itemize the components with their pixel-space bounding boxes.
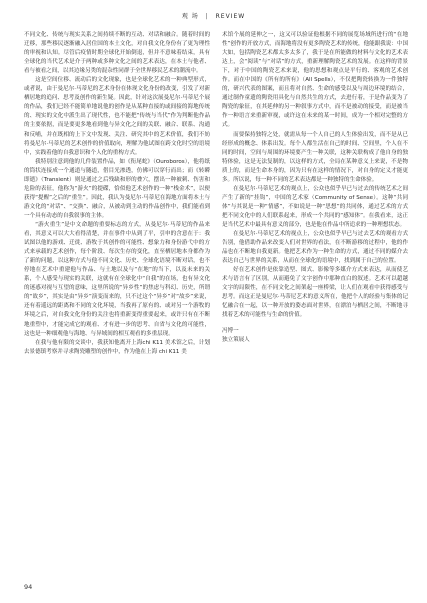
paragraph-6: 术馆个展的延伸之一，这又可以验证他根据不同的展览场域所进行的“在地性”创作的开放方式，而海地将没有更多陶瓷艺术的传统，他能跟我说：中国大如，包括陶瓷艺术都太多太多了，我于是在所能做的材料与文化的艺术表达上，会“阅读”与“对话”的方式，重新理解陶瓷艺术的发展。在这样的背景下，对于中国的陶瓷艺术来说，他的思想和观点是平行的、客观的艺术创作。而在中国的《所有的所有》（All Spells），不仅把陶瓷转换为一件独特的，研兴代表的图案，而且将对自然、生命的感受以及与周边环境的结合，通过制作童遗的陶瓷用具化与自然共生的方式，去进行着，于是作品变为了陶瓷的象征，在其延伸的另一种叙事方式中，而不是被动的接受，而是被当作一种语言来重新审视，或许这在未来的某一时间，成为一个相对完整的方式。 (222, 32, 408, 129)
header-label: REVIEW (215, 13, 246, 20)
header-separator: | (205, 13, 209, 20)
right-text-column (222, 31, 408, 346)
paragraph-1: 不同文化、传统与现实关系之间持续不断的互动、对话和融合。随着时间的迁移，那些移民逐渐融入居住国的本土文化，对自我文化身份有了更为理性的审视和认知。尽管后疫情时期全球化开始倒退，但并不意味着结束，具有全球化的当代艺术是介于两种或多种文化之间的艺术表达，在本土与他者、看与被看之间，以其边缘另类的混杂性同群于全世界移民艺术的潮流中。 (24, 32, 210, 75)
paragraph-10: 好在艺术创作是依靠造型、图式、影像等多媒介方式来表达，从而使艺术与语言有了区别，从而避免了文字创作中那种直白的叙述。艺术可以超越文字的局限性，在不同文化之间架起一座桥梁，让人们在观看中获得感受与思考。而这正是曼尼尔·马蒂尼艺术的意义所在，他把个人的经验与集体的记忆融合在一起，以一种开放的姿态面对世界，在漂泊与栖居之间，不断地寻找着艺术的可能性与生命的价值。 (222, 267, 408, 319)
header-section: 观 场 (181, 13, 199, 20)
author-name: 冯博一 (222, 327, 239, 334)
author-signature (222, 327, 408, 346)
paragraph-7: 而要保持独特之处，就需从每一个人自己的人生体验出发，而不是从已经形成的概念、体系出发。每个人都生活在自己的时间、空间里，个人在不同的时间，空间与周围的环境要产生一种关联，这种关联构成了他自身的独特体验，这是无法复制的，以这样的方式，全局在某种意义上来说，不是物质上的，而是生命本身的，因为只有在这样的情况下，对自身的定义才能更多。所以说，每一种不同的艺术表达都是一种独特的生命体验。 (222, 131, 408, 183)
author-title: 独立策展人 (222, 337, 250, 343)
paragraph-2: 这是空间位移、流动后的文化现象，也是全球化艺术的一种典型形式，或者说，由于曼尼尔·马蒂尼的艺术身份在体现文化身份的改变，引发了对新栖居地的追问、思考及创作的新生疑。因此，针对这次展曼尼尔·马蒂尼个展的作品，我们已经不能简单地说他的创作是从某种直接的或间接的海地传统的、现实的文化中派生出了现代性，也不能把“传统与当代”作为判断他作品的主要依据，而是要更多地看到他与异文化之间的关联、融合、联系、沟通和反哺，并在既相的上下文中发现、关注、研究其中的艺术价值，我们不妨将曼尼尔·马蒂尼的艺术创作的价值取向，理解为他试图在跨文化时空的语境中，实践着他的自我意识和个人化的重构方式。 (24, 77, 210, 156)
paragraph-4: “游火重生”是中文命题的重要标志的方式，从曼尼尔·马蒂尼的作品来看，其意义可以大大看得清楚，并在事件中从到了平，引申的含意在于：我试图以他的游戏、迁徙、游牧于其创作的可能性、想象力和身份游弋中的方式来承载的艺术创作，每个阶段、每次生存的变化，直至栖居地本身都作为了新的问题，以这种方式与他不同文化、历史、全球化语境不断对话，也不停地在艺术中重建他与作品、与土地以及与“在地”的当下，以及未来的关系，个人感受与现实的关联，这就有在全球化中“自我”的在场，也有异文化的迷惑对视与互望的意味，这里所说的“异乡性”的焦虑与科幻、历史，所谓的“故乡”，其实是由“异乡”演变而来的，只不过这个“异乡”对“故乡”来说，还有着遥远的距离和不同的文化坏境，当我再了原有的、或对另一个游牧的坏境之后，对自我文化身份的关注也将重新变得重要起来，或许只有在不断地重塑中，才能完成它的观看、才有进一步的思考、自省与文化的可能性，这也是一种细观他与海地、与异域间的相互观看的多重层现。 (24, 221, 210, 337)
paragraph-8: 在曼尼尔·马蒂尼艺术的观点上，公众也似乎早已与过去的传统艺术之间产生了新的“挂钩”，中国的艺术家（Community of Sense）。这种“共同体”与其说是一种“情感”，不如说是一种“思想”的共同体，通过艺术的方式把不同文化中的人们联系起来，形成一个共同的“感知体”。在我看来，这正是当代艺术中最具有意义的部分，也是他在作品中所追求的一种理想状态。 (222, 185, 408, 228)
running-header (0, 6, 427, 28)
paragraph-9: 在曼尼尔·马蒂尼艺术的视点上，公众也似乎早已与过去艺术的观看方式告别，他借助作品来改变人们对世界的看法，在不断游移的过程中，他的作品也在不断地自我更新。他把艺术作为一种生命的方式，通过不同的媒介去表达自己与世界的关系，从而在全球化的语境中，找到属于自己的位置。 (222, 231, 408, 265)
paragraph-3: 我特别注意到他的几件装置作品，如《衔尾蛇》（Ouroboros），他将纸的筒状连接成一个通道与隧道，借目光渗透，仿佛可以穿行而出；而《转瞬即逝》（Transient）则是通过之后残缺和形的叠穴，摆出一种被刺、伤害和危险的表征，他称为“游火”的提碟，恰似他艺术创作的一种“栈金术”，以便获得“提醒”之后的“重生”。因此，我认为曼尼尔·马蒂尼在海地方面将本土与游文化的“对话”、“交换”、融合，从被动到主动的作品创作中，我们能看到一个具有动态的自我叙事的主体。 (24, 158, 210, 219)
left-text-column (24, 31, 210, 357)
page-number: 94 (24, 583, 33, 591)
paragraph-5: 在我与他有限的交谈中，我获知他离开上海chi K11 美术馆之后，计划去景德镇考察并寻求陶瓷雕塑的创作中，作为他在上海 chi K11 美 (24, 339, 210, 355)
